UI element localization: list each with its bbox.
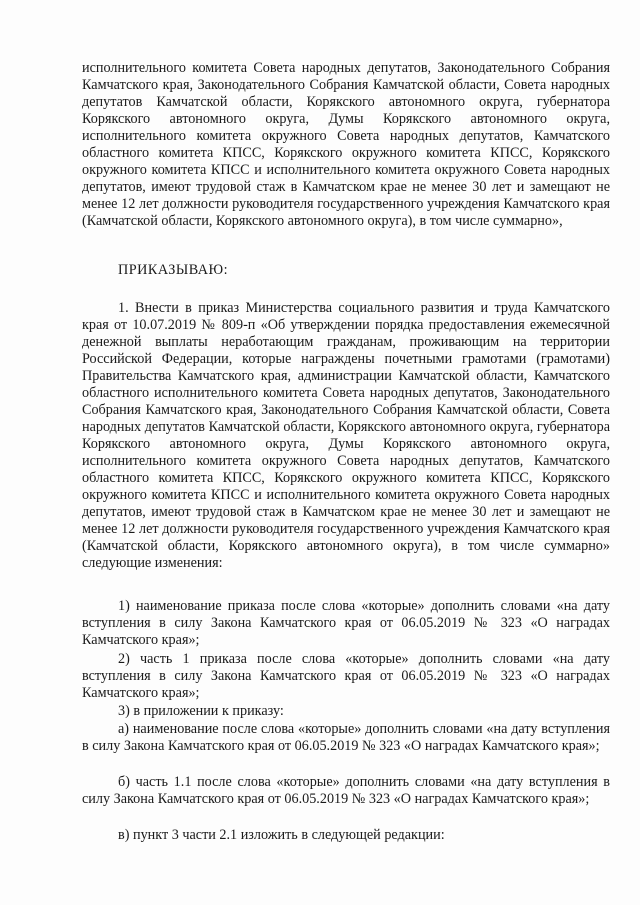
intro-paragraph: исполнительного комитета Совета народных депутатов, Законодательного Собрания Камчатского края, Законодательного Собрания Камчатской области, Совета народных депутатов Камчатской области, Корякского автономного округа, губернатора Корякского автономного округа, Думы Корякского автономного округа, исполнительного комитета окружного Совета народных депутатов, Камчатского областного комитета КПСС, Корякского окружного комитета КПСС, Корякского окружного комитета КПСС и исполнительного комитета окружного Совета народных депутатов, имеют трудовой стаж в Камчатском крае не менее 30 лет и замещают не менее 12 лет должности руководителя государственного учреждения Камчатского края (Камчатской области, Корякского автономного округа), в том числе суммарно», xyxy=(82,60,610,229)
sub-2-block xyxy=(82,651,610,702)
order-heading: ПРИКАЗЫВАЮ: xyxy=(118,262,229,278)
item-1-paragraph: 1. Внести в приказ Министерства социального развития и труда Камчатского края от 10.07.2019 № 809-п «Об утверждении порядка предоставления ежемесячной денежной выплаты неработающим гражданам, проживающим на территории Российской Федерации, которые награждены почетными грамотами (грамотами) Правительства Камчатского края, администрации Камчатской области, Камчатского областного исполнительного комитета Совета народных депутатов, Законодательного Собрания Камчатского края, Законодательного Собрания Камчатской области, Совета народных депутатов Камчатской области, Корякского автономного округа, губернатора Корякского автономного округа, Думы Корякского автономного округа, исполнительного комитета окружного Совета народных депутатов, Камчатского областного комитета КПСС, Корякского окружного комитета КПСС, Корякского окружного комитета КПСС и исполнительного комитета окружного Совета народных депутатов, имеют трудовой стаж в Камчатском крае не менее 30 лет и замещают не менее 12 лет должности руководителя государственного учреждения Камчатского края (Камчатской области, Корякского автономного округа), в том числе суммарно» следующие изменения: xyxy=(82,300,610,571)
sub-2-paragraph: 2) часть 1 приказа после слова «которые» дополнить словами «на дату вступления в силу Закона Камчатского края от 06.05.2019 № 323 «О наградах Камчатского края»; xyxy=(82,651,610,701)
sub-3a-paragraph: а) наименование после слова «которые» дополнить словами «на дату вступления в силу Закона Камчатского края от 06.05.2019 № 323 «О наградах Камчатского края»; xyxy=(82,721,610,754)
sub-3v-paragraph: в) пункт 3 части 2.1 изложить в следующей редакции: xyxy=(118,827,445,843)
sub-3v-block xyxy=(82,827,610,844)
intro-block xyxy=(82,60,610,230)
sub-3a-block xyxy=(82,721,610,755)
sub-3b-paragraph: б) часть 1.1 после слова «которые» дополнить словами «на дату вступления в силу Закона Камчатского края от 06.05.2019 № 323 «О наградах Камчатского края»; xyxy=(82,774,610,807)
sub-3-block xyxy=(82,703,610,720)
sub-3b-block xyxy=(82,774,610,808)
sub-3-paragraph: 3) в приложении к приказу: xyxy=(118,703,284,719)
sub-1-block xyxy=(82,598,610,649)
sub-1-paragraph: 1) наименование приказа после слова «которые» дополнить словами «на дату вступления в силу Закона Камчатского края от 06.05.2019 № 323 «О наградах Камчатского края»; xyxy=(82,598,610,648)
item-1-block xyxy=(82,300,610,572)
